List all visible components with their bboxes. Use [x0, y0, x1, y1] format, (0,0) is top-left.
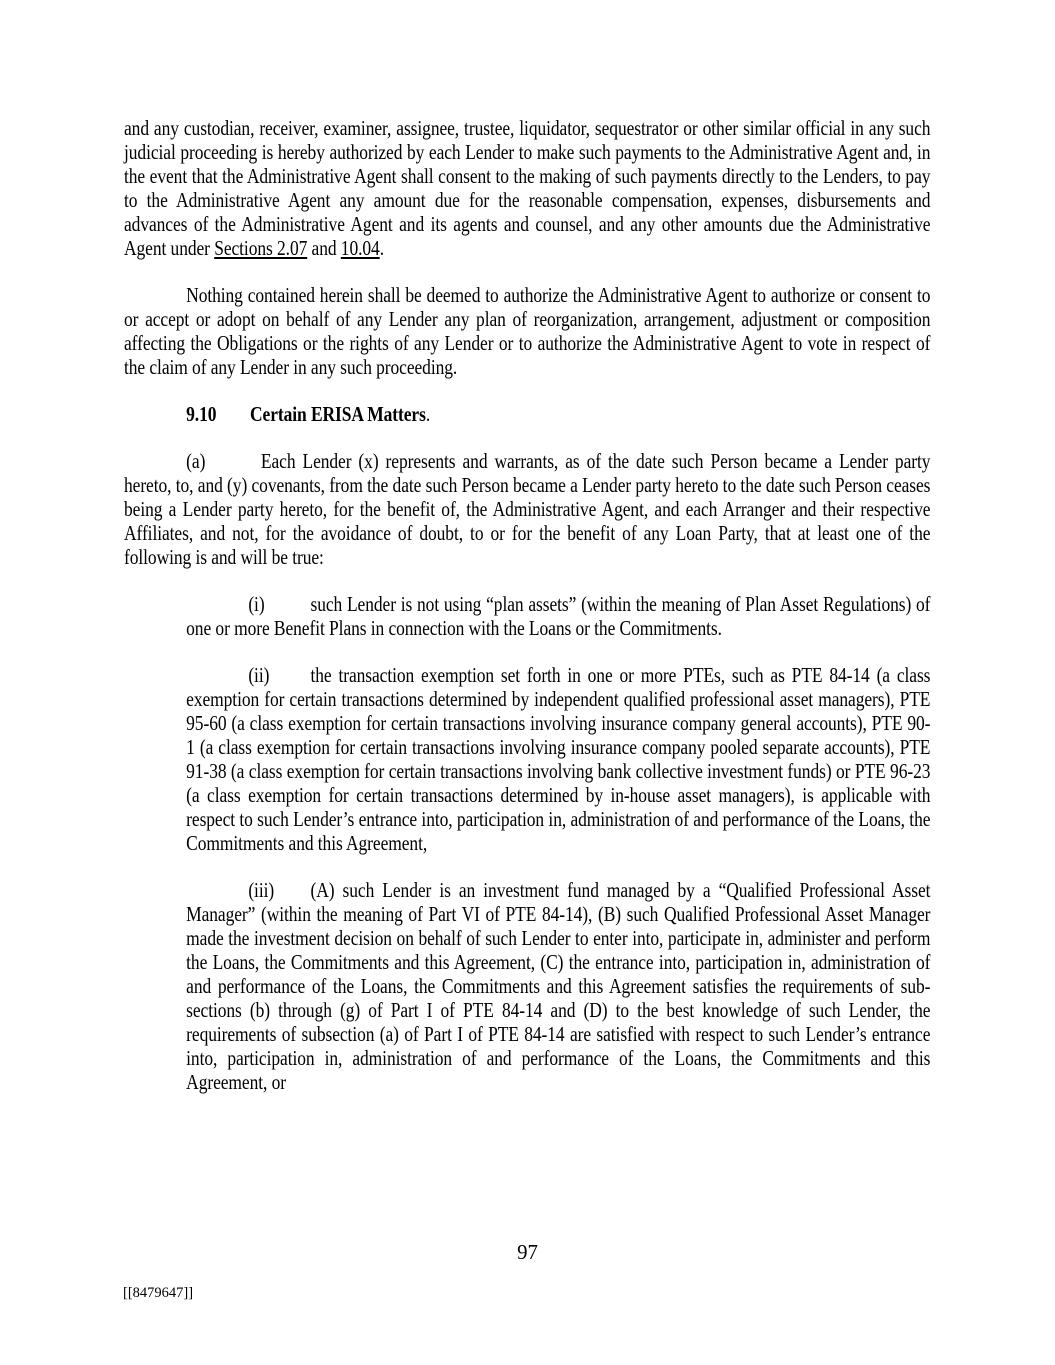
section-reference-2-07: Sections 2.07	[214, 237, 308, 260]
clause-ii-paragraph	[186, 664, 930, 856]
clause-iii-paragraph	[186, 879, 930, 1095]
clause-label: (iii)	[248, 879, 275, 902]
section-reference-10-04: 10.04	[340, 237, 380, 260]
clause-label: (a)	[186, 450, 206, 473]
clause-text: such Lender is not using “plan assets” (within the meaning of Plan Asset Regulations) of one or more Benefit Plans in connection with the Loans or the Commitments.	[186, 593, 931, 640]
clause-text: Each Lender (x) represents and warrants, as of the date such Person became a Lender party hereto, to, and (y) covenants, from the date such Person became a Lender party hereto to the date such Person ceases being a Lender party hereto, for the benefit of, the Administrative Agent, and each Arranger and their respective Affiliates, and not, for the avoidance of doubt, to or for the benefit of any Loan Party, that at least one of the following is and will be true:	[124, 450, 931, 569]
clause-i-paragraph	[186, 593, 930, 641]
paragraph-text: .	[379, 237, 384, 260]
section-heading	[124, 403, 930, 427]
clause-label: (ii)	[248, 664, 270, 687]
clause-text: (A) such Lender is an investment fund managed by a “Qualified Professional Asset Manager” (within the meaning of Part VI of PTE 84-14), (B) such Qualified Professional Asset Manager made the investment decision on behalf of such Lender to enter into, participate in, administer and perform the Loans, the Commitments and this Agreement, (C) the entrance into, participation in, administration of and performance of the Loans, the Commitments and this Agreement satisfies the requirements of sub-sections (b) through (g) of Part I of PTE 84-14 and (D) to the best knowledge of such Lender, the requirements of subsection (a) of Part I of PTE 84-14 are satisfied with respect to such Lender’s entrance into, participation in, administration of and performance of the Loans, the Commitments and this Agreement, or	[186, 879, 931, 1094]
page-number: 97	[517, 1241, 538, 1264]
paragraph-text: and	[307, 237, 341, 260]
clause-text: the transaction exemption set forth in one or more PTEs, such as PTE 84-14 (a class exemption for certain transactions determined by independent qualified professional asset managers), PTE 95-60 (a class exemption for certain transactions involving insurance company general accounts), PTE 90-1 (a class exemption for certain transactions involving insurance company pooled separate accounts), PTE 91-38 (a class exemption for certain transactions involving bank collective investment funds) or PTE 96-23 (a class exemption for certain transactions determined by in-house asset managers), is applicable with respect to such Lender’s entrance into, participation in, administration of and performance of the Loans, the Commitments and this Agreement,	[186, 664, 931, 855]
section-title: Certain ERISA Matters	[250, 403, 426, 426]
section-number: 9.10	[186, 403, 217, 426]
section-heading-period: .	[425, 403, 431, 426]
paragraph-text: Nothing contained herein shall be deemed to authorize the Administrative Agent to authorize or consent to or accept or adopt on behalf of any Lender any plan of reorganization, arrangement, adjustment or composition affecting the Obligations or the rights of any Lender or to authorize the Administrative Agent to vote in respect of the claim of any Lender in any such proceeding.	[124, 284, 931, 379]
paragraph-text: and any custodian, receiver, examiner, assignee, trustee, liquidator, sequestrator or other similar official in any such judicial proceeding is hereby authorized by each Lender to make such payments to the Administrative Agent and, in the event that the Administrative Agent shall consent to the making of such payments directly to the Lenders, to pay to the Administrative Agent any amount due for the reasonable compensation, expenses, disbursements and advances of the Administrative Agent and its agents and counsel, and any other amounts due the Administrative Agent under	[124, 117, 931, 260]
document-body	[124, 117, 930, 1095]
clause-label: (i)	[248, 593, 265, 616]
paragraph-continuation	[124, 117, 930, 261]
document-id: [[8479647]]	[123, 1285, 194, 1301]
clause-a-paragraph	[124, 450, 930, 570]
paragraph-no-authorization	[124, 284, 930, 380]
